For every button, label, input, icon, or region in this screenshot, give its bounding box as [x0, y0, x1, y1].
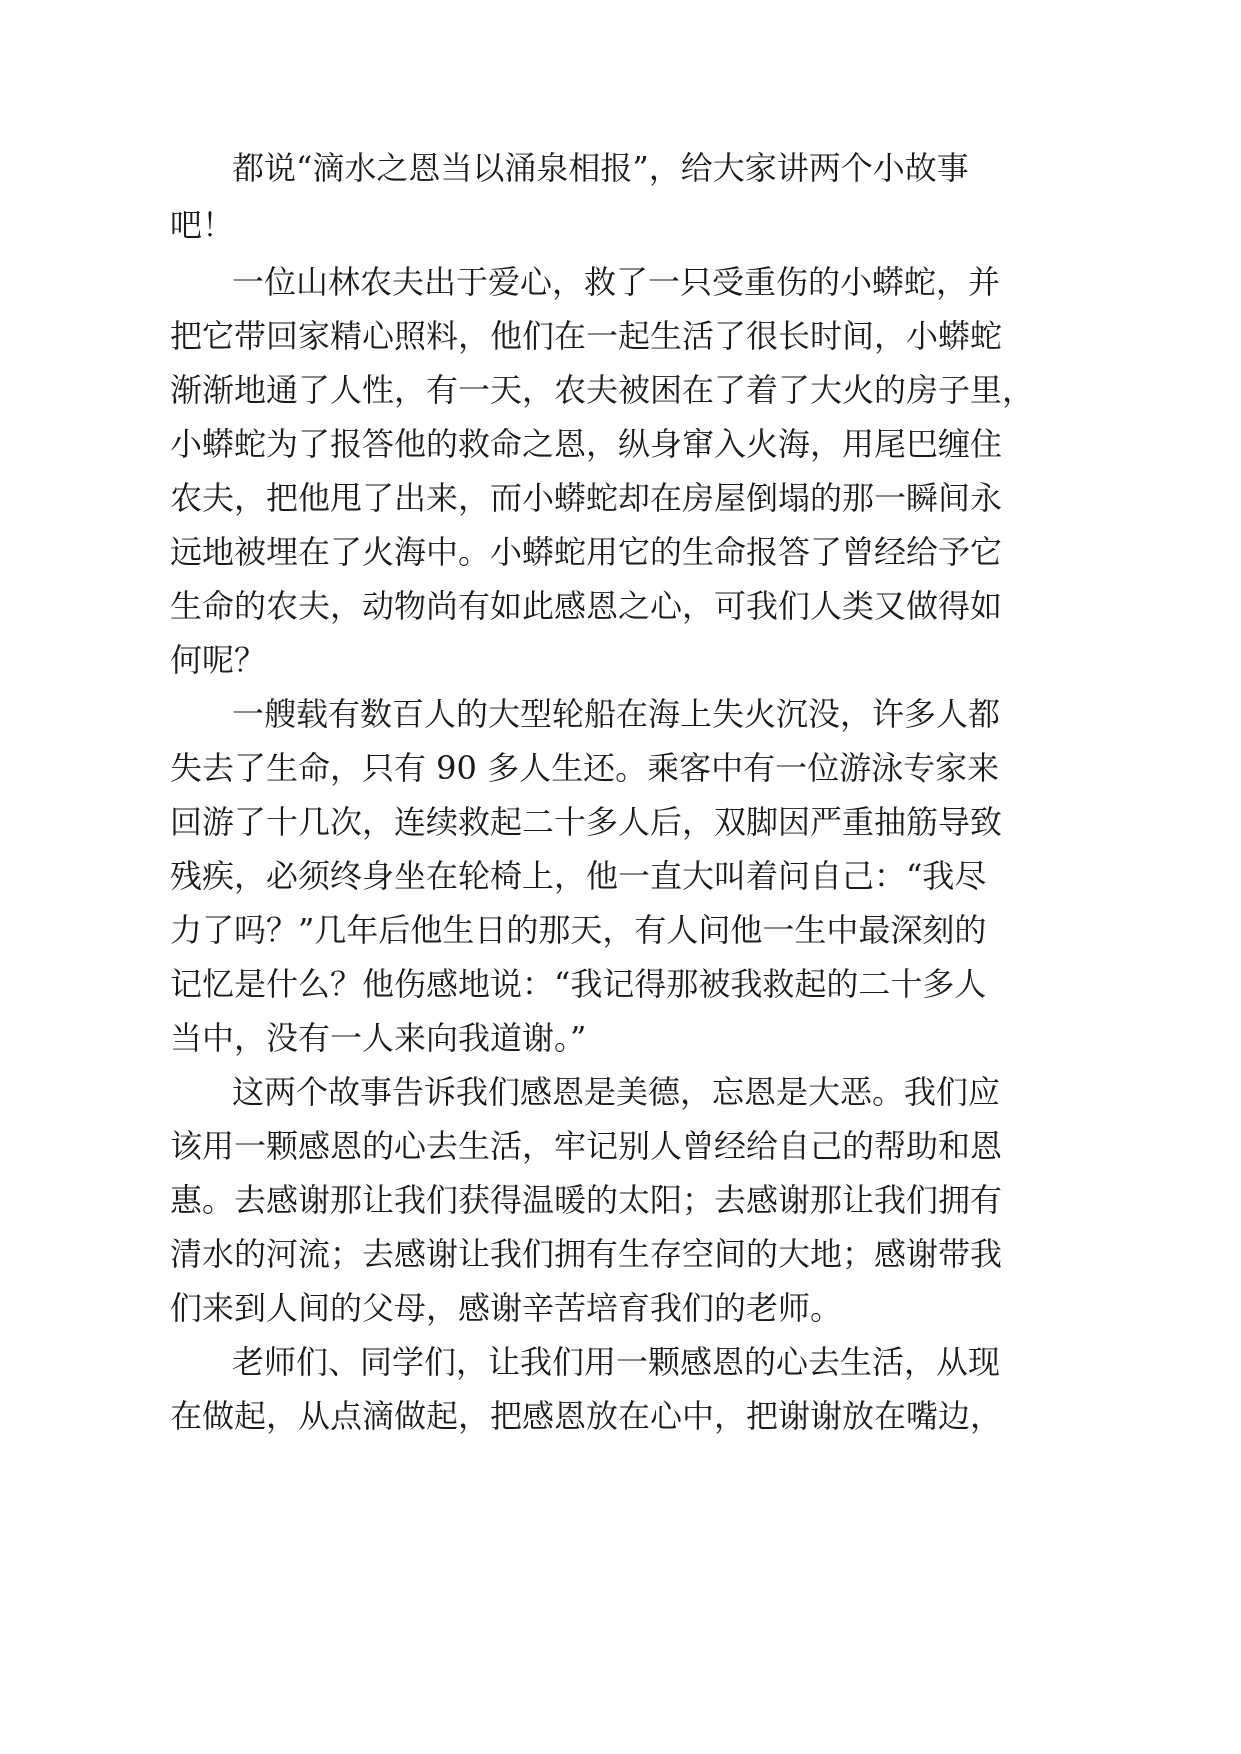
text-line: 清水的河流；去感谢让我们拥有生存空间的大地；感谢带我 [170, 1235, 1003, 1273]
text-line: 惠。去感谢那让我们获得温暖的太阳；去感谢那让我们拥有 [170, 1181, 1003, 1219]
text-line: 农夫，把他甩了出来，而小蟒蛇却在房屋倒塌的那一瞬间永 [170, 479, 1003, 517]
text-line: 老师们、同学们，让我们用一颗感恩的心去生活，从现 [232, 1343, 1001, 1381]
text-line: 一位山林农夫出于爱心，救了一只受重伤的小蟒蛇，并 [232, 263, 1001, 301]
text-line: 远地被埋在了火海中。小蟒蛇用它的生命报答了曾经给予它 [170, 533, 1003, 571]
text-line: 都说“滴水之恩当以涌泉相报”，给大家讲两个小故事 [232, 149, 969, 187]
text-line: 小蟒蛇为了报答他的救命之恩，纵身窜入火海，用尾巴缠住 [170, 425, 1003, 463]
text-line: 回游了十几次，连续救起二十多人后，双脚因严重抽筋导致 [170, 803, 1003, 841]
text-line: 何呢？ [170, 641, 267, 679]
text-line: 这两个故事告诉我们感恩是美德，忘恩是大恶。我们应 [232, 1073, 1001, 1111]
text-line: 失去了生命，只有 90 多人生还。乘客中有一位游泳专家来 [170, 749, 1000, 787]
text-line: 力了吗？”几年后他生日的那天，有人问他一生中最深刻的 [170, 911, 987, 949]
text-line: 残疾，必须终身坐在轮椅上，他一直大叫着问自己：“我尽 [170, 857, 987, 895]
text-line: 渐渐地通了人性，有一天，农夫被困在了着了大火的房子里， [170, 371, 1035, 409]
text-line: 一艘载有数百人的大型轮船在海上失火沉没，许多人都 [232, 695, 1001, 733]
text-line: 该用一颗感恩的心去生活，牢记别人曾经给自己的帮助和恩 [170, 1127, 1003, 1165]
text-line: 把它带回家精心照料，他们在一起生活了很长时间，小蟒蛇 [170, 317, 1003, 355]
text-line: 们来到人间的父母，感谢辛苦培育我们的老师。 [170, 1289, 843, 1327]
text-line: 生命的农夫，动物尚有如此感恩之心，可我们人类又做得如 [170, 587, 1003, 625]
text-line: 当中，没有一人来向我道谢。” [170, 1019, 587, 1057]
text-line: 在做起，从点滴做起，把感恩放在心中，把谢谢放在嘴边， [170, 1397, 1003, 1435]
text-line: 吧！ [170, 206, 235, 244]
text-line: 记忆是什么？他伤感地说：“我记得那被我救起的二十多人 [170, 965, 987, 1003]
